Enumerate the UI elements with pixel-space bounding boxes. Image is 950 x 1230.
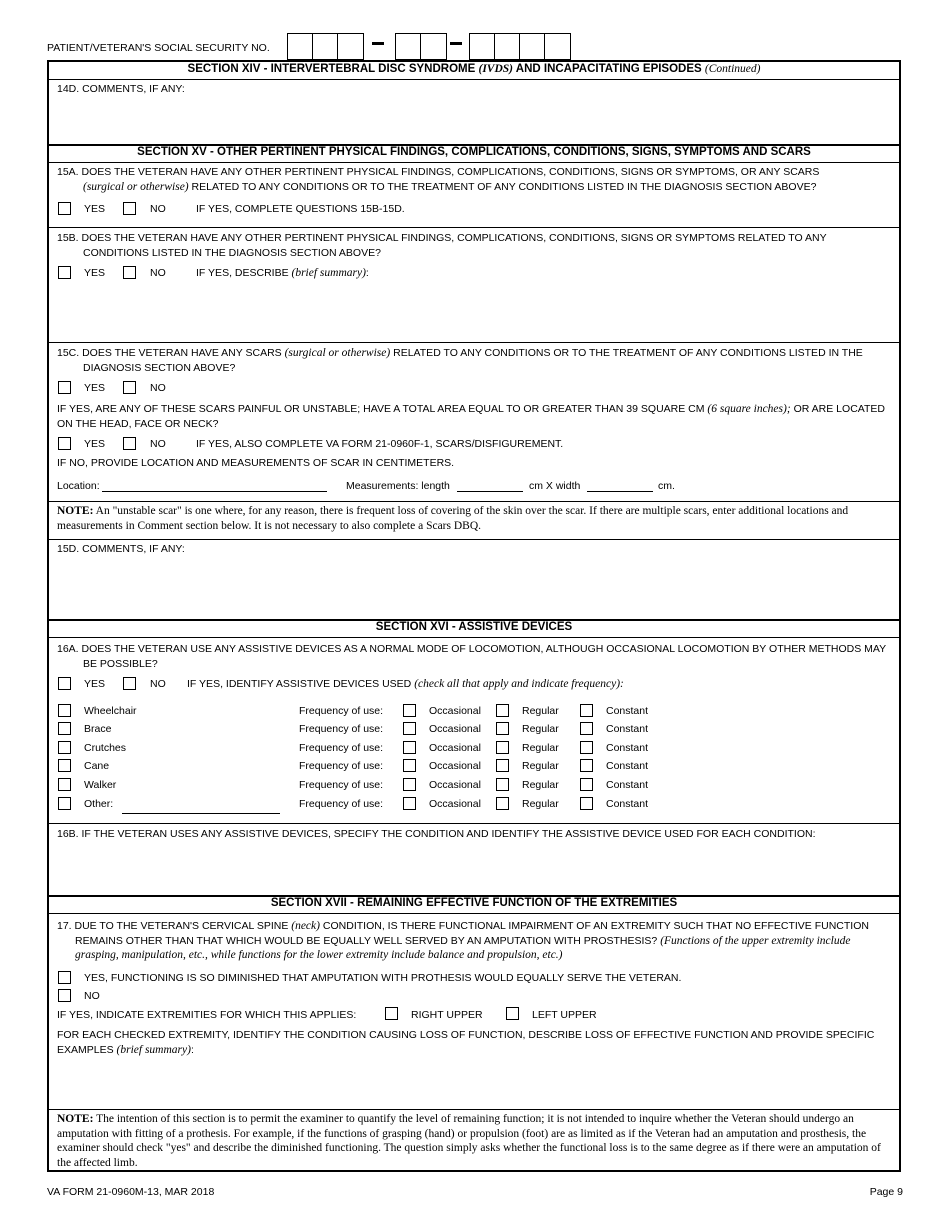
question-15b: 15B. DOES THE VETERAN HAVE ANY OTHER PERTINENT PHYSICAL FINDINGS, COMPLICATIONS, CONDITIONS, SIGNS OR SYMPTOMS RELATED TO ANY CONDITIONS LISTED IN THE DIAGNOSIS SECTION ABOVE? <box>57 232 827 259</box>
crutches-occasional-checkbox[interactable] <box>403 741 416 754</box>
device-checkbox-wheelchair[interactable] <box>58 704 71 717</box>
frequency-label: Frequency of use: <box>299 798 384 810</box>
measurements-length-label: Measurements: length <box>346 480 450 492</box>
crutches-regular-checkbox[interactable] <box>496 741 509 754</box>
wheelchair-occasional-checkbox[interactable] <box>403 704 416 717</box>
extremity-instruction: IF YES, INDICATE EXTREMITIES FOR WHICH THIS APPLIES: <box>57 1009 357 1021</box>
walker-constant-checkbox[interactable] <box>580 778 593 791</box>
device-checkbox-crutches[interactable] <box>58 741 71 754</box>
q15b-description-field[interactable] <box>53 284 895 340</box>
ssn-dash <box>450 42 462 45</box>
walker-occasional-checkbox[interactable] <box>403 778 416 791</box>
other-constant-checkbox[interactable] <box>580 797 593 810</box>
cane-occasional-checkbox[interactable] <box>403 759 416 772</box>
device-checkbox-brace[interactable] <box>58 722 71 735</box>
q15c-scar-no-checkbox[interactable] <box>123 437 136 450</box>
other-regular-checkbox[interactable] <box>496 797 509 810</box>
q15c-scar-yes-label: YES <box>84 438 106 450</box>
section-17-title: SECTION XVII - REMAINING EFFECTIVE FUNCTION OF THE EXTREMITIES <box>270 897 678 909</box>
extremity-description-instruction: FOR EACH CHECKED EXTREMITY, IDENTIFY THE CONDITION CAUSING LOSS OF FUNCTION, DESCRIBE LOSS OF EFFECTIVE FUNCTION AND PROVIDE SPECIFIC EXAMPLES (brief summary): <box>57 1029 875 1056</box>
q16a-instruction: IF YES, IDENTIFY ASSISTIVE DEVICES USED (check all that apply and indicate frequency): <box>187 678 624 690</box>
question-16a: 16A. DOES THE VETERAN USE ANY ASSISTIVE DEVICES AS A NORMAL MODE OF LOCOMOTION, ALTHOUGH OCCASIONAL LOCOMOTION BY OTHER METHODS MAY BE POSSIBLE? <box>57 643 886 670</box>
form-identifier: VA FORM 21-0960M-13, MAR 2018 <box>47 1186 215 1198</box>
q17-yes-checkbox[interactable] <box>58 971 71 984</box>
q15c-yes-checkbox[interactable] <box>58 381 71 394</box>
scar-note: NOTE: An "unstable scar" is one where, for any reason, there is frequent loss of covering of the skin over the scar. If there are multiple scars, enter additional locations and measurements in Comment section below. It is not necessary to also complete a Scars DBQ. <box>57 505 849 532</box>
regular-label: Regular <box>522 760 559 772</box>
device-label: Crutches <box>84 742 127 754</box>
left-upper-checkbox[interactable] <box>506 1007 519 1020</box>
question-15c: 15C. DOES THE VETERAN HAVE ANY SCARS (surgical or otherwise) RELATED TO ANY CONDITIONS OR TO THE TREATMENT OF ANY CONDITIONS LISTED IN THE DIAGNOSIS SECTION ABOVE? <box>57 347 863 374</box>
device-checkbox-walker[interactable] <box>58 778 71 791</box>
section-14-title: SECTION XIV - INTERVERTEBRAL DISC SYNDROME (IVDS) AND INCAPACITATING EPISODES (Continued) <box>187 63 761 75</box>
question-17: 17. DUE TO THE VETERAN'S CERVICAL SPINE (neck) CONDITION, IS THERE FUNCTIONAL IMPAIRMENT OF AN EXTREMITY SUCH THAT NO EFFECTIVE FUNCTION REMAINS OTHER THAN THAT WHICH WOULD BE EQUALLY WELL SERVED BY AN AMPUTATION WITH PROSTHESIS? (Functions of the upper extremity include grasping, manipulation, etc., while functions for the lower extremity include balance and propulsion, etc.) <box>57 920 869 961</box>
occasional-label: Occasional <box>429 742 481 754</box>
ssn-label: PATIENT/VETERAN'S SOCIAL SECURITY NO. <box>47 42 270 54</box>
occasional-label: Occasional <box>429 760 481 772</box>
regular-label: Regular <box>522 705 559 717</box>
constant-label: Constant <box>606 723 649 735</box>
constant-label: Constant <box>606 779 649 791</box>
regular-label: Regular <box>522 798 559 810</box>
comments-14d-field[interactable] <box>53 97 895 142</box>
ssn-dash <box>372 42 384 45</box>
q15b-no-label: NO <box>150 267 166 279</box>
wheelchair-constant-checkbox[interactable] <box>580 704 593 717</box>
occasional-label: Occasional <box>429 705 481 717</box>
constant-label: Constant <box>606 742 649 754</box>
q15b-yes-checkbox[interactable] <box>58 266 71 279</box>
crutches-constant-checkbox[interactable] <box>580 741 593 754</box>
q15c-scar-no-label: NO <box>150 438 166 450</box>
q15c-scar-yes-checkbox[interactable] <box>58 437 71 450</box>
device-checkbox-cane[interactable] <box>58 759 71 772</box>
device-label: Walker <box>84 779 117 791</box>
frequency-label: Frequency of use: <box>299 742 384 754</box>
section-16-title: SECTION XVI - ASSISTIVE DEVICES <box>375 621 573 633</box>
q15c-no-instruction: IF NO, PROVIDE LOCATION AND MEASUREMENTS OF SCAR IN CENTIMETERS. <box>57 457 455 469</box>
form-page <box>47 60 901 1172</box>
q17-yes-label: YES, FUNCTIONING IS SO DIMINISHED THAT AMPUTATION WITH PROTHESIS WOULD EQUALLY SERVE THE VETERAN. <box>84 972 682 984</box>
ssn-input-part2[interactable] <box>395 33 447 60</box>
q16a-yes-checkbox[interactable] <box>58 677 71 690</box>
constant-label: Constant <box>606 705 649 717</box>
q15a-yes-checkbox[interactable] <box>58 202 71 215</box>
ssn-input-part1[interactable] <box>287 33 364 60</box>
brace-constant-checkbox[interactable] <box>580 722 593 735</box>
device-label: Brace <box>84 723 112 735</box>
constant-label: Constant <box>606 760 649 772</box>
frequency-label: Frequency of use: <box>299 760 384 772</box>
frequency-label: Frequency of use: <box>299 705 384 717</box>
q15b-instruction: IF YES, DESCRIBE (brief summary): <box>196 267 369 279</box>
other-device-input[interactable] <box>122 813 280 814</box>
brace-regular-checkbox[interactable] <box>496 722 509 735</box>
q17-no-checkbox[interactable] <box>58 989 71 1002</box>
ssn-input-part3[interactable] <box>469 33 571 60</box>
device-label: Other: <box>84 798 114 810</box>
cane-constant-checkbox[interactable] <box>580 759 593 772</box>
walker-regular-checkbox[interactable] <box>496 778 509 791</box>
question-15a: 15A. DOES THE VETERAN HAVE ANY OTHER PERTINENT PHYSICAL FINDINGS, COMPLICATIONS, CONDITIONS, SIGNS OR SYMPTOMS, OR ANY SCARS (surgical or otherwise) RELATED TO ANY CONDITIONS OR TO THE TREATMENT OF ANY CONDITIONS LISTED IN THE DIAGNOSIS SECTION ABOVE? <box>57 166 820 193</box>
page-number: Page 9 <box>869 1186 903 1198</box>
device-label: Cane <box>84 760 110 772</box>
wheelchair-regular-checkbox[interactable] <box>496 704 509 717</box>
q16b-response-field[interactable] <box>53 842 895 893</box>
q15c-scar-instruction: IF YES, ALSO COMPLETE VA FORM 21-0960F-1, SCARS/DISFIGUREMENT. <box>196 438 564 450</box>
length-input[interactable] <box>457 491 523 492</box>
q16a-no-checkbox[interactable] <box>123 677 136 690</box>
device-checkbox-other[interactable] <box>58 797 71 810</box>
frequency-label: Frequency of use: <box>299 723 384 735</box>
width-input[interactable] <box>587 491 653 492</box>
section-17-note: NOTE: The intention of this section is to permit the examiner to quantify the level of remaining function; it is not intended to inquire whether the Veteran should undergo an amputation with fitting of a prothesis. For example, if the functions of grasping (hand) or propulsion (foot) are as limited as if the Veteran had an amputation and prosthesis, the examiner should check "yes" and describe the diminished functioning. The question simply asks whether the functional loss is to the same degree as if there were an amputation of the affected limb. <box>57 1113 881 1169</box>
constant-label: Constant <box>606 798 649 810</box>
brace-occasional-checkbox[interactable] <box>403 722 416 735</box>
q15c-yes-label: YES <box>84 382 106 394</box>
cm-unit-label: cm. <box>658 480 675 492</box>
other-occasional-checkbox[interactable] <box>403 797 416 810</box>
q15b-yes-label: YES <box>84 267 106 279</box>
question-15d-label: 15D. COMMENTS, IF ANY: <box>57 543 185 555</box>
occasional-label: Occasional <box>429 723 481 735</box>
q16a-no-label: NO <box>150 678 166 690</box>
regular-label: Regular <box>522 723 559 735</box>
device-label: Wheelchair <box>84 705 137 717</box>
occasional-label: Occasional <box>429 798 481 810</box>
q17-no-label: NO <box>84 990 100 1002</box>
question-16b: 16B. IF THE VETERAN USES ANY ASSISTIVE DEVICES, SPECIFY THE CONDITION AND IDENTIFY THE ASSISTIVE DEVICE USED FOR EACH CONDITION: <box>57 828 816 840</box>
question-14d-label: 14D. COMMENTS, IF ANY: <box>57 83 185 95</box>
cane-regular-checkbox[interactable] <box>496 759 509 772</box>
comments-15d-field[interactable] <box>53 557 895 617</box>
q15c-scar-question: IF YES, ARE ANY OF THESE SCARS PAINFUL OR UNSTABLE; HAVE A TOTAL AREA EQUAL TO OR GREATER THAN 39 SQUARE CM (6 square inches); OR ARE LOCATED ON THE HEAD, FACE OR NECK? <box>57 403 885 430</box>
q15a-no-label: NO <box>150 203 166 215</box>
q16a-yes-label: YES <box>84 678 106 690</box>
right-upper-label: RIGHT UPPER <box>411 1009 483 1021</box>
section-15-title: SECTION XV - OTHER PERTINENT PHYSICAL FINDINGS, COMPLICATIONS, CONDITIONS, SIGNS, SYMPTOMS AND SCARS <box>137 146 811 158</box>
left-upper-label: LEFT UPPER <box>532 1009 597 1021</box>
occasional-label: Occasional <box>429 779 481 791</box>
location-label: Location: <box>57 480 100 492</box>
regular-label: Regular <box>522 742 559 754</box>
q15c-no-label: NO <box>150 382 166 394</box>
right-upper-checkbox[interactable] <box>385 1007 398 1020</box>
extremity-description-field[interactable] <box>53 1057 895 1107</box>
q15a-yes-label: YES <box>84 203 106 215</box>
regular-label: Regular <box>522 779 559 791</box>
width-label: cm X width <box>529 480 581 492</box>
q15a-no-checkbox[interactable] <box>123 202 136 215</box>
frequency-label: Frequency of use: <box>299 779 384 791</box>
location-input[interactable] <box>102 491 327 492</box>
q15c-no-checkbox[interactable] <box>123 381 136 394</box>
q15b-no-checkbox[interactable] <box>123 266 136 279</box>
q15a-instruction: IF YES, COMPLETE QUESTIONS 15B-15D. <box>196 203 405 215</box>
